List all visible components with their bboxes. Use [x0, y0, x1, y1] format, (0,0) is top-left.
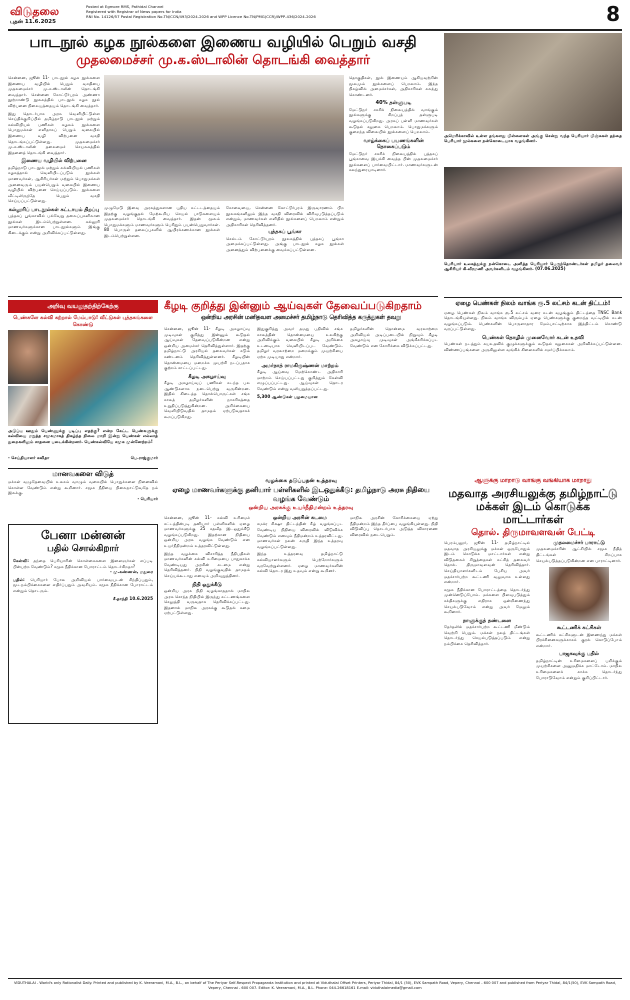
family-photo [444, 33, 622, 131]
lead-col4-paragraph-2: மேட்டுநர் சகரிக் நிலையத்தில் வாங்கும் நூல்களுக்கு சிறப்புத் தள்ளுபடி வழங்கப்படுகிறது. அரசுப் பள்ளி மாணவர்கள் கூடுதல் சலுகை பெறலாம். பொதுமக்களும் குறைந்த விலையில் நூல்களைப் பெறலாம். [349, 106, 438, 135]
imprint-line: VIDUTHALAI - World's only Rationalist Daily. Printed and published by K. Veeramani, M.A., B.L., on behalf of The Periyar Self-Respect Propaganda Institution and printed at Viduthalai Offset Printers, Periyar Thidal, 84/1 (50), EVK Sampath Road, Vepery, Chennai - 600 007 and published from Periyar Thidal, 84/1(50), EVK Sampath Road, Vepery, Chennai - 600 007. Editor: K. Veeramani, M.A., B.L. Phone: 044-26618161 E-mail: viduthalaimedia@gmail.com [13, 981, 617, 990]
thiruma-paragraph-4: முதலமைச்சரின் ஆட்சியில் சமூக நீதித் திட்டங்கள் சிறப்பாக செயல்படுத்தப்படுகின்றன என பாராட்டினார். [536, 546, 622, 563]
lead-subhead: முதலமைச்சர் மு.க.ஸ்டாலின் தொடங்கி வைத்தார் [76, 53, 370, 68]
masthead [8, 4, 622, 28]
lead-paragraph-3: தமிழ்நாடு பாடநூல் மற்றும் கல்வியியல் பணிகள் கழகத்தால் வெளியிடப்படும் நூல்கள் மாணவர்கள், ஆசிரியர்கள் மற்றும் பொதுமக்கள் அனைவரும் பயன்பெறும் வகையில் இணைய வழியில் விற்பனை செய்யப்படும். நூல்களை வீட்டிலிருந்தே பெறும் வசதி செய்யப்பட்டுள்ளது. [8, 164, 100, 204]
school-quota-paragraph-5: இந்த உத்தரவை தமிழ்நாட்டு கல்வியாளர்களும் பெற்றோர்களும் வரவேற்றுள்ளனர். ஏழை மாணவர்களின் கல்வி தொடர இது உதவும் என்று கூறினர். [257, 551, 343, 574]
question-label: கேள்வி: [13, 558, 29, 563]
school-quota-subheading-1: நிதி ஒதுக்கீடு [192, 581, 222, 588]
school-quota-kicker: ஒன்றிய அரசுக்கு உயர்நீதிமன்றம் உத்தரவு [248, 505, 354, 511]
keeladi-subheading-1: கீழடி அகழாய்வு [188, 373, 226, 380]
lead-story [8, 33, 438, 288]
keeladi-paragraph-3: இதுகுறித்து அவர் தமது பதிவில் சங்க காலத்தின் தொன்மையை உலகிற்கு அறிவிக்கும் வகையில் கீழடி அறிக்கை உடனடியாக வெளியிடப்பட வேண்டும். தமிழர் வரலாற்றை மறைக்கும் முயற்சியை ஏற்க முடியாது என்றார். [257, 326, 343, 359]
lead-rule [8, 296, 438, 297]
lead-subheading-4: 40% தள்ளுபடி [375, 100, 412, 107]
paper-name: விடுதலை [10, 5, 60, 18]
quote-box-text: மக்கள் வழுதேவையில் உலகம் வாழும் வகையில் பொதுக்களை நினைவில் கொள்ள வேண்டும் என்று கூறினார். சமூக நீதியை நிலைநாட்டுவதே நம் இலக்கு. [8, 479, 158, 496]
lead-subheading-5: வாழ்க்கைப் பயணங்களின் தொகைப்படும் [363, 137, 424, 151]
keeladi-subhead: ஒன்றிய அரசின் மனிதவள அமைச்சர் தமிழ்நாடு தெரிவித்த கருத்துகள் தவறு [200, 315, 402, 321]
thiruma-subheading-4: பாஜகவுக்கு பதில் [559, 651, 599, 658]
thiruma-paragraph-3: தேர்தலில் மதச்சார்பற்ற கூட்டணி மீண்டும் வெற்றி பெறும். மக்கள் நலத் திட்டங்கள் தொடர்ந்து செயல்படுத்தப்படும் என்று நம்பிக்கை தெரிவித்தார். [444, 624, 530, 646]
thiruma-subheading-3: கூட்டணிக் கட்சிகள் [556, 625, 602, 632]
registration-line-3: RNI No. 14126/57 Postal Registration No.TN/CCN/493/2024-2026 and WPP Licence No.TN/PMG(CCR)/WPP-436/2024-2026 [86, 14, 316, 19]
thiruma-headline: மதவாத அரசியலுக்கு தமிழ்நாட்டு மக்கள் இடம் கொடுக்க மாட்டார்கள் [448, 487, 618, 526]
handover-photo [444, 167, 622, 259]
elder-photo [8, 330, 48, 384]
answer-text: பெரியார் போல அறிவியல் பார்வையுடன் சிந்திப்பதும், மூடநம்பிக்கைகளை எதிர்ப்பதும் அவசியம். சமூக நீதிக்கான போராட்டம் என்றும் தொடரும். [13, 576, 153, 593]
keeladi-subheading-2: அமர்நாத் ராமகிருஷ்ணன் மாற்றம் [261, 362, 339, 369]
school-quota-paragraph-1: சென்னை, ஜூன் 11- கல்வி உரிமைச் சட்டத்தின்படி தனியார் பள்ளிகளில் ஏழை மாணவர்களுக்கு 25 சதவீத இடஒதுக்கீடு வழங்கப்படுகிறது. இதற்கான நிதியை ஒன்றிய அரசு வழங்க வேண்டும் என உயர்நீதிமன்றம் உத்தரவிட்டுள்ளது. [164, 515, 250, 548]
land-loan-box [444, 300, 622, 472]
thirumavalavan-story [444, 478, 622, 974]
family-photo-caption: அமெரிக்காவில் உள்ள தங்களது பிள்ளைகள் அங்கு சென்று வந்த பெரியார் பிஞ்சுகள் தந்தை பெரியார் நூல்களை நன்கொடையாக வழங்கினர். [444, 133, 622, 144]
children-box-source: - செய்தியாளர் கவிதா [8, 455, 50, 460]
masthead-rule [8, 29, 622, 31]
school-quota-kicker-top: வழக்கை தடுப்பதன் உத்தரவு [265, 478, 337, 484]
thiruma-paragraph-5: கூட்டணிக் கட்சிகளுடன் இணைந்து மக்கள் பிரச்சினைகளுக்காகக் குரல் கொடுப்போம் என்றார். [536, 631, 622, 648]
thiruma-subhead: தொல். திருமாவளவன் பேட்டி [471, 528, 595, 538]
pena-mannan-box [8, 524, 158, 724]
question-text: தந்தை பெரியாரின் கொள்கைகளை இளைஞர்கள் எப்படி பின்பற்ற வேண்டும்? சமூக நீதிக்கான போராட்டம் தொடர்கிறதா? [13, 558, 153, 569]
school-quota-paragraph-4: சமக்ர சிக்ஷா திட்டத்தின் கீழ் வழங்கப்பட வேண்டிய நிதியை விரைவில் விடுவிக்க வேண்டும் எனவும் நீதிமன்றம் உத்தரவிட்டது. மாணவர்கள் நலன் கருதி இந்த உத்தரவு வழங்கப்பட்டுள்ளது. [257, 521, 343, 549]
children-box-footer: பெ.ராஜ்குமார் [130, 455, 158, 460]
issue-date: புதன் 11.6.2025 [10, 19, 56, 25]
lead-paragraph-4: புத்தகப் பூங்காவில் பல்வேறு தலைப்புகளிலான நூல்கள் இடம்பெற்றுள்ளன. கல்லூரி மாணவர்களுக்கான பாடநூல்களும் இங்கு கிடைக்கும் என்று அறிவிக்கப்பட்டுள்ளது. [8, 213, 100, 236]
thiruma-paragraph-1: பெரம்பலூர், ஜூன் 11- தமிழ்நாட்டில் மதவாத அரசியலுக்கு மக்கள் ஒருபோதும் இடம் கொடுக்க மாட்டார்கள் என்று விடுதலைச் சிறுத்தைகள் கட்சித் தலைவர் தொல். திருமாவளவன் தெரிவித்தார். செய்தியாளர்களிடம் பேசிய அவர் மதச்சார்பற்ற கூட்டணி வலுவாக உள்ளது என்றார். [444, 540, 530, 585]
keeladi-paragraph-1: சென்னை, ஜூன் 11- கீழடி அகழாய்வு முடிவுகள் குறித்து இன்னும் கூடுதல் ஆய்வுகள் தேவைப்படுகின்றன என்று ஒன்றிய அமைச்சர் தெரிவித்துள்ளார். இதற்கு தமிழ்நாட்டு அரசியல் தலைவர்கள் கடும் கண்டனம் தெரிவித்துள்ளனர். கீழடியின் தொன்மையை மறைக்க முயற்சி நடப்பதாக குற்றம் சாட்டப்பட்டது. [164, 326, 250, 371]
children-box-title: அறிவு வயலுதற்திற்கேற்கு [8, 300, 158, 313]
school-quota-paragraph-3: ஒன்றிய அரசு நிதி வழங்காததால் மாநில அரசு சொந்த நிதியில் இருந்து கட்டணங்களை செலுத்தி வருவதாக தெரிவிக்கப்பட்டது. இதனால் மாநில அரசுக்கு கூடுதல் சுமை ஏற்பட்டுள்ளது. [164, 587, 250, 616]
children-box [8, 300, 158, 460]
keeladi-paragraph-4: கீழடி ஆய்வை மேற்கொண்ட அதிகாரி மாற்றம் செய்யப்பட்டது குறித்தும் கேள்வி எழுப்பப்பட்டது. ஆய்வுகள் தொடர வேண்டும் என்று வலியுறுத்தப்பட்டது. [257, 368, 343, 391]
land-loan-paragraph-2: பெண்கள் நடத்தும் சுயஉதவிக் குழுக்களுக்கும் கூடுதல் சலுகைகள் அறிவிக்கப்பட்டுள்ளன. விண்ணப்பங்களை அருகிலுள்ள வங்கிக் கிளைகளில் சமர்ப்பிக்கலாம். [444, 341, 622, 352]
quote-box [8, 468, 158, 522]
pena-mannan-subtitle: பதில் சொல்கிறார் [47, 544, 119, 554]
thiruma-subheading-2: முதலமைச்சர் பாராட்டு [553, 540, 605, 546]
keeladi-paragraph-5: தமிழர்களின் தொன்மை வரலாற்றை அறிவியல் அடிப்படையில் நிறுவும் கீழடி அகழாய்வு முடிவுகள் அங்கீகரிக்கப்பட வேண்டும் என கோரிக்கை விடுக்கப்பட்டது. [350, 326, 438, 348]
school-quota-paragraph-6: மாநில அரசின் கோரிக்கையை ஏற்று நீதிமன்றம் இந்த தீர்ப்பை வழங்கியுள்ளது. நிதி விடுவிப்பு தொடர்பாக அடுத்த விசாரணை விரைவில் நடைபெறும். [350, 515, 438, 537]
keeladi-footer: 5,300 ஆண்டுகள் பழமையான [257, 394, 318, 400]
lead-col3-paragraph: கோவையை, சென்னை கோட்டூர்புரம் இருவாரணம் பிற நூலகங்களிலும் இந்த வசதி விரைவில் விரிவுபடுத்தப்படும் என்றும், மாணவர்கள் எளிதில் நூல்களைப் பெறலாம் என்றும் அதிகாரிகள் தெரிவித்தனர். [226, 205, 344, 227]
keeladi-headline: கீழடி குறித்து இன்னும் ஆய்வுகள் தேவைப்படுகிறதாம் [164, 300, 422, 312]
land-loan-subheading: பெண்கள் தொழில் முனைவோர் கடன் உதவி [482, 334, 584, 341]
land-loan-headline: ஏழை பெண்கள் நிலம் வாங்க ரூ.5 லட்சம் கடன் திட்டம்! [455, 300, 611, 307]
right-rule [444, 297, 622, 298]
thirumavalavan-photo [549, 567, 609, 621]
lead-paragraph-1: சென்னை, ஜூன் 11- பாடநூல் கழக நூல்களை இணைய வழியில் பெறும் வசதியை முதலமைச்சர் மு.க.ஸ்டாலின் தொடங்கி வைத்தார். சென்னை கோட்டூர்புரம் அண்ணா நூற்றாண்டு நூலகத்தில் பாடநூல் கழக நூல் விற்பனை நிலையத்தையும் தொடங்கி வைத்தார். [8, 75, 100, 108]
thiruma-kicker: ஆளுக்கு மாறாடு வாங்கு வங்கியாக மாறாது [474, 478, 592, 484]
registration-line-1: Posted at Egmore RMS, Pathidal Channel [86, 4, 164, 9]
pena-mannan-title: பேனா மன்னன் [40, 528, 126, 542]
quote-box-author: - பெரியார் [137, 495, 158, 501]
lead-headline: பாடநூல் கழக நூல்களை இணைய வழியில் பெறும் வசதி [29, 33, 417, 51]
book-photo [8, 386, 48, 426]
thiruma-paragraph-6: தமிழ்நாட்டின் உரிமைகளைப் பறிக்கும் முயற்சிகளை அனுமதிக்க மாட்டோம். மாநில உரிமைகளைக் காக்க தொடர்ந்து போராடுவோம் என்றும் குறிப்பிட்டார். [536, 657, 622, 680]
lead-col4-paragraph: தொகுதிகள், நூல் இணையம் ஆகியவற்றின் மூலமும் நூல்களைப் பெறலாம். இந்த நிகழ்வில் அமைச்சர்கள், அதிகாரிகள் கலந்து கொண்டனர். [349, 75, 438, 97]
lead-col3-paragraph-2: செல்டம் கோட்டூர்புரம் நூலகத்தில் புத்தகப் பூங்கா அமைக்கப்பட்டுள்ளது. அங்கு பாடநூல் கழக நூல்கள் அனைத்தும் விற்பனைக்கு வைக்கப்பட்டுள்ளன. [226, 235, 344, 252]
question-author: - மு.கண்ணன், மதுரை [109, 569, 153, 575]
children-box-banner: பெண்களே கல்வி கற்றால் மேம்பாடு! வீட்டுகள் புத்தகங்களை கொண்டு [13, 315, 153, 328]
school-quota-paragraph-2: இந்த வழக்கை விசாரித்த நீதிபதிகள் மாணவர்களின் கல்வி உரிமையை பாதுகாக்க வேண்டியது அரசின் கடமை என்று தெரிவித்தனர். நிதி வழங்குவதில் தாமதம் செய்யக்கூடாது எனவும் அறிவுறுத்தினர். [164, 550, 250, 578]
keeladi-paragraph-2: கீழடி அகழாய்வுப் பணிகள் கடந்த பல ஆண்டுகளாக நடைபெற்று வருகின்றன. இதில் கிடைத்த தொல்பொருட்கள் சங்க காலத் தமிழர்களின் நாகரிகத்தை உறுதிப்படுத்துகின்றன. அறிக்கையை வெளியிடுவதில் தாமதம் ஏற்படுவதாகக் கூறப்படுகிறது. [164, 380, 250, 419]
lead-col2-paragraph: முழுமேடு இவை அரசுத்துகளான புதிய கட்டடத்தையும் இதற்கு வழங்குதல் மேற்கூறிய செயல் பாடுகளையும் முதலமைச்சர் தொடங்கி வைத்தார். இதன் மூலம் பொதுமக்களும் மாணவர்களும் பெரிதும் பயன்பெறுவார்கள். 80 பொருள் தலைப்புகளில் ஆயிரக்கணக்கான நூல்கள் இடம்பெற்றுள்ளன. [104, 205, 220, 238]
school-quota-subheading-2: ஒன்றிய அரசின் கடமை [273, 515, 327, 521]
side-photo-block [444, 33, 622, 295]
footer-rule [8, 978, 622, 979]
children-reading-photo [50, 330, 158, 426]
lead-subheading-3: புத்தகப் பூங்கா [268, 229, 302, 236]
library-photo [104, 75, 344, 201]
quote-box-title: மானவகளை விடுத் [52, 470, 114, 478]
lead-paragraph-2: இது தொடர்பாக அரசு வெளியிட்டுள்ள செய்திக்குறிப்பில் தமிழ்நாடு பாடநூல் மற்றும் கல்வியியல் பணிகள் கழகம் நூல்களை பொதுமக்கள் எளிதாகப் பெறும் வகையில் இணைய வழி விற்பனை வசதி தொடங்கப்பட்டுள்ளது. முதலமைச்சர் மு.க.ஸ்டாலின் தலைமைச் செயலகத்தில் இதனைத் தொடங்கி வைத்தார். [8, 110, 100, 155]
lead-col4-paragraph-3: மேட்டுநர் சகரிக் நிலையத்தில் புத்தகப் பூங்காவை இயக்கி வைத்த பின் முதலமைச்சர் நூல்களைப் பார்வையிட்டார். மாணவர்களுடன் கலந்துரையாடினார். [349, 150, 438, 173]
school-quota-story [164, 478, 438, 974]
lead-subheading-1: இணைய வழியில் விற்பனை [21, 158, 87, 165]
thiruma-subheading-1: நாளுக்குத் தண்டனை [462, 617, 512, 624]
keeladi-story [164, 300, 438, 475]
handover-photo-caption: பெரியார் உலகத்துக்கு நன்கொடை அளித்த பெரியார் பெருந்தொண்டர்கள் தமிழர் தலைவர் ஆசிரியர் கி.வீரமணி அவர்களிடம் வழங்கினர். (07.06.2025) [444, 261, 622, 272]
thiruma-paragraph-2: சமூக நீதிக்கான போராட்டத்தை தொடர்ந்து முன்னெடுப்போம். மக்களை பிளவுபடுத்தும் சக்திகளுக்கு எதிராக ஒன்றிணைந்து செயல்படுவோம் என்று அவர் மேலும் கூறினார். [444, 586, 530, 615]
school-quota-headline: ஏழை மாணவர்களுக்கு தனியார் பள்ளிகளில் இடஒதுக்கீடு: தமிழ்நாடு அரசு நிதியை வழங்க வேண்டும் [172, 486, 430, 503]
registration-line-2: Registered with Registrar of News papers for India [86, 9, 182, 14]
page-number: 8 [606, 4, 620, 26]
children-box-caption: அடுப்பு ஊதும் பெண்ணுக்கு படிப்பு எதற்கு? என்ற கேட்ட பெண்களுக்கு கல்வியை மறுத்த சமூகமாகத் திகழ்ந்த நிலை மாறி இன்று பெண்கள் எல்லாத் துறைகளிலும் சாதனை படைக்கின்றனர். பெண்கல்வியே சமூக முன்னேற்றம்! [8, 428, 158, 444]
lead-subheading-2: கல்லூரிப் பாடநூல்கள் கட்டாயம் திறப்பு [8, 206, 100, 213]
land-loan-paragraph-1: ஏழை பெண்கள் நிலம் வாங்க ரூ.5 லட்சம் வரை கடன் வழங்கும் திட்டத்தை TNSC Bank தொடங்கியுள்ளது. நிலம் வாங்க விரும்பும் ஏழை பெண்களுக்கு குறைந்த வட்டியில் கடன் வழங்கப்படும். பெண்களின் பொருளாதார மேம்பாட்டிற்காக இத்திட்டம் கொண்டு வரப்பட்டுள்ளது. [444, 309, 622, 332]
answer-label: பதில்: [13, 576, 25, 582]
answer-date: சீ.தாந்தி 10.6.2025 [113, 595, 153, 601]
